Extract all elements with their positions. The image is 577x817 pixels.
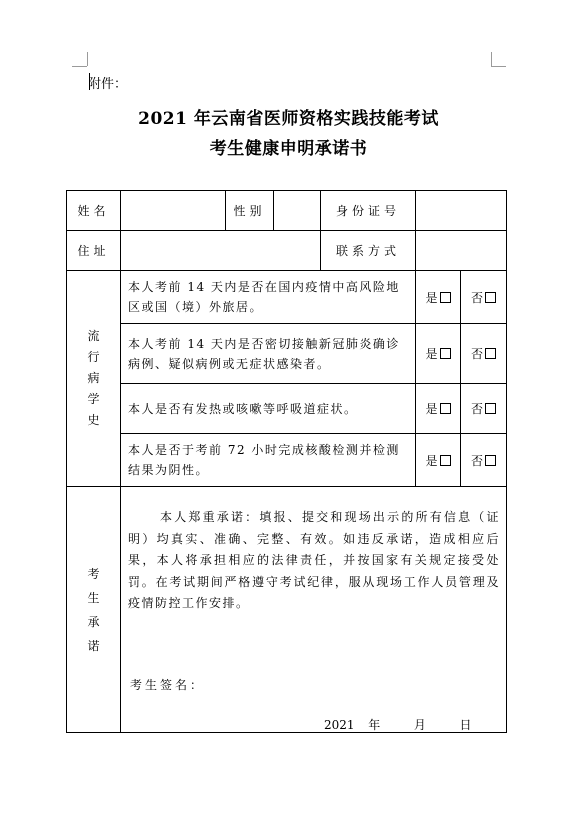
document-title: 2021 年云南省医师资格实践技能考试 [138, 109, 439, 129]
crop-mark-top-right-vertical [491, 52, 492, 66]
question-nucleic-test: 本人是否于考前 72 小时完成核酸检测并检测结果为阴性。 [121, 434, 416, 487]
question-travel: 本人考前 14 天内是否在国内疫情中高风险地区或国（境）外旅居。 [121, 271, 416, 324]
row-name [67, 191, 507, 231]
date-day-unit: 日 [459, 718, 472, 732]
date-year: 2021 [324, 718, 355, 732]
question-symptoms: 本人是否有发热或咳嗽等呼吸道症状。 [121, 384, 416, 434]
no-option[interactable]: 否 [461, 384, 507, 434]
candidate-pledge-label: 考 生 承 诺 [67, 487, 121, 733]
name-label: 姓名 [67, 191, 121, 231]
yes-option[interactable]: 是 [416, 324, 461, 384]
address-field[interactable] [121, 231, 321, 271]
yes-option[interactable]: 是 [416, 434, 461, 487]
signature-label[interactable]: 考生签名： [130, 678, 206, 692]
date-month-unit: 月 [413, 718, 426, 732]
row-question-4 [67, 434, 507, 487]
document-subtitle: 考生健康申明承诺书 [209, 139, 368, 159]
checkbox[interactable] [485, 403, 496, 414]
checkbox[interactable] [440, 348, 451, 359]
question-contact: 本人考前 14 天内是否密切接触新冠肺炎确诊病例、疑似病例或无症状感染者。 [121, 324, 416, 384]
yes-option[interactable]: 是 [416, 271, 461, 324]
yes-option[interactable]: 是 [416, 384, 461, 434]
no-option[interactable]: 否 [461, 434, 507, 487]
pledge-cell [121, 487, 507, 733]
no-option[interactable]: 否 [461, 271, 507, 324]
checkbox[interactable] [485, 292, 496, 303]
id-number-field[interactable] [416, 191, 507, 231]
epidemiological-history-label: 流 行 病 学 史 [67, 271, 121, 487]
phone-field[interactable] [416, 231, 507, 271]
row-question-3 [67, 384, 507, 434]
checkbox[interactable] [485, 348, 496, 359]
crop-mark-top-left-horizontal [72, 66, 87, 67]
phone-label: 联系方式 [321, 231, 416, 271]
pledge-text: 本人郑重承诺：填报、提交和现场出示的所有信息（证明）均真实、准确、完整、有效。如违反承诺，造成相应后果，本人将承担相应的法律责任，并按国家有关规定接受处罚。在考试期间严格遵守考试纪律，服从现场工作人员管理及疫情防控工作安排。 [128, 510, 501, 610]
checkbox[interactable] [485, 455, 496, 466]
checkbox[interactable] [440, 455, 451, 466]
row-pledge [67, 487, 507, 733]
checkbox[interactable] [440, 403, 451, 414]
crop-mark-top-left-vertical [87, 52, 88, 66]
gender-label: 性别 [226, 191, 274, 231]
row-question-2 [67, 324, 507, 384]
id-number-label: 身份证号 [321, 191, 416, 231]
row-address [67, 231, 507, 271]
checkbox[interactable] [440, 292, 451, 303]
crop-mark-top-right-horizontal [491, 66, 506, 67]
gender-field[interactable] [274, 191, 321, 231]
health-declaration-form [66, 190, 507, 733]
address-label: 住址 [67, 231, 121, 271]
name-field[interactable] [121, 191, 226, 231]
no-option[interactable]: 否 [461, 324, 507, 384]
date-line[interactable] [324, 716, 472, 733]
row-question-1 [67, 271, 507, 324]
date-year-unit: 年 [368, 718, 381, 732]
attachment-label: 附件： [88, 77, 128, 92]
